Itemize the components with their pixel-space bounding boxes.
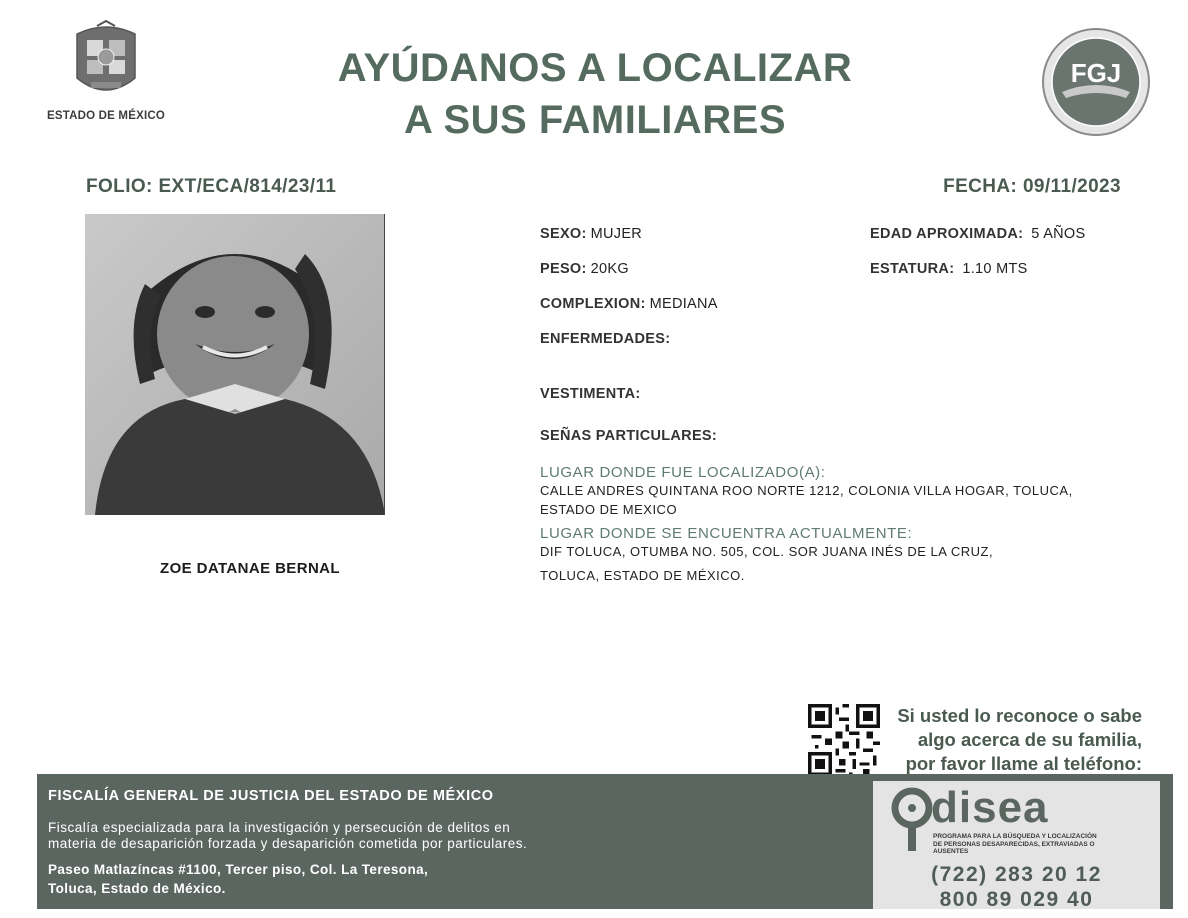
state-coat-of-arms-icon <box>67 20 145 106</box>
found-location-label: LUGAR DONDE FUE LOCALIZADO(A): <box>540 464 826 481</box>
contact-prompt-line-3: por favor llame al teléfono: <box>905 753 1142 774</box>
current-location-line-2: TOLUCA, ESTADO DE MÉXICO. <box>540 568 745 583</box>
current-location-label: LUGAR DONDE SE ENCUENTRA ACTUALMENTE: <box>540 525 913 542</box>
child-portrait-image <box>85 214 385 515</box>
field-value: 20KG <box>590 261 629 277</box>
person-name: ZOE DATANAE BERNAL <box>160 560 340 577</box>
footer-address-line-2: Toluca, Estado de México. <box>48 881 226 896</box>
field-peso <box>540 261 629 277</box>
contact-prompt <box>870 704 1142 776</box>
field-value: 5 AÑOS <box>1031 226 1086 242</box>
odisea-sub-line-1: PROGRAMA PARA LA BÚSQUEDA Y LOCALIZACIÓN <box>933 833 1097 840</box>
contact-prompt-line-1: Si usted lo reconoce o sabe <box>897 705 1142 726</box>
field-edad <box>870 226 1085 242</box>
odisea-brand: disea <box>931 783 1049 832</box>
field-value: MUJER <box>590 226 643 242</box>
estado-de-mexico-logo <box>44 20 168 122</box>
current-location <box>540 525 1140 585</box>
footer-band <box>37 774 1173 909</box>
field-label: PESO: <box>540 261 587 277</box>
person-photo <box>85 214 385 515</box>
footer-address-line-1: Paseo Matlazíncas #1100, Tercer piso, Col. La Teresona, <box>48 862 429 877</box>
footer-description-line-1: Fiscalía especializada para la investigación y persecución de delitos en <box>48 820 511 835</box>
found-location-line-2: ESTADO DE MEXICO <box>540 502 678 517</box>
title-line-2: A SUS FAMILIARES <box>403 98 787 142</box>
field-complexion <box>540 296 718 312</box>
footer-description <box>48 820 608 852</box>
contact-prompt-line-2: algo acerca de su familia, <box>917 729 1142 750</box>
odisea-sub-line-3: AUSENTES <box>933 848 969 855</box>
field-label: SEXO: <box>540 226 587 242</box>
found-location <box>540 464 1140 519</box>
field-label: COMPLEXION: <box>540 296 646 312</box>
field-label: VESTIMENTA: <box>540 386 641 402</box>
folio-number: FOLIO: EXT/ECA/814/23/11 <box>86 176 337 197</box>
title-line-1: AYÚDANOS A LOCALIZAR <box>337 46 853 90</box>
footer-address <box>48 860 568 898</box>
fgj-logo <box>1040 26 1152 138</box>
location-pin-icon <box>891 787 933 853</box>
field-label: EDAD APROXIMADA: <box>870 226 1024 242</box>
footer-organization: FISCALÍA GENERAL DE JUSTICIA DEL ESTADO DE MÉXICO <box>48 788 494 804</box>
field-value: 1.10 MTS <box>962 261 1028 277</box>
page-title <box>300 42 890 146</box>
footer-description-line-2: materia de desaparición forzada y desaparición cometida por particulares. <box>48 836 528 851</box>
current-location-line-1: DIF TOLUCA, OTUMBA NO. 505, COL. SOR JUANA INÉS DE LA CRUZ, <box>540 544 994 559</box>
phone-number-local[interactable]: (722) 283 20 12 <box>931 863 1102 886</box>
state-logo-caption: ESTADO DE MÉXICO <box>47 110 165 122</box>
field-value: MEDIANA <box>649 296 718 312</box>
field-label: SEÑAS PARTICULARES: <box>540 428 718 444</box>
fgj-logo-text: FGJ <box>1070 58 1122 88</box>
field-label: ESTATURA: <box>870 261 955 277</box>
found-location-line-1: CALLE ANDRES QUINTANA ROO NORTE 1212, COLONIA VILLA HOGAR, TOLUCA, <box>540 483 1073 498</box>
field-senas-particulares <box>540 428 717 444</box>
odisea-program-description <box>933 833 1101 856</box>
field-sexo <box>540 226 642 242</box>
report-date: FECHA: 09/11/2023 <box>943 176 1121 197</box>
odisea-contact-panel <box>873 781 1160 909</box>
odisea-sub-line-2: DE PERSONAS DESAPARECIDAS, EXTRAVIADAS O <box>933 840 1095 848</box>
field-estatura <box>870 261 1028 277</box>
field-vestimenta <box>540 386 641 402</box>
fgj-seal-icon <box>1040 26 1152 138</box>
field-label: ENFERMEDADES: <box>540 331 671 347</box>
field-enfermedades <box>540 331 670 347</box>
phone-number-tollfree[interactable]: 800 89 029 40 <box>939 888 1094 911</box>
